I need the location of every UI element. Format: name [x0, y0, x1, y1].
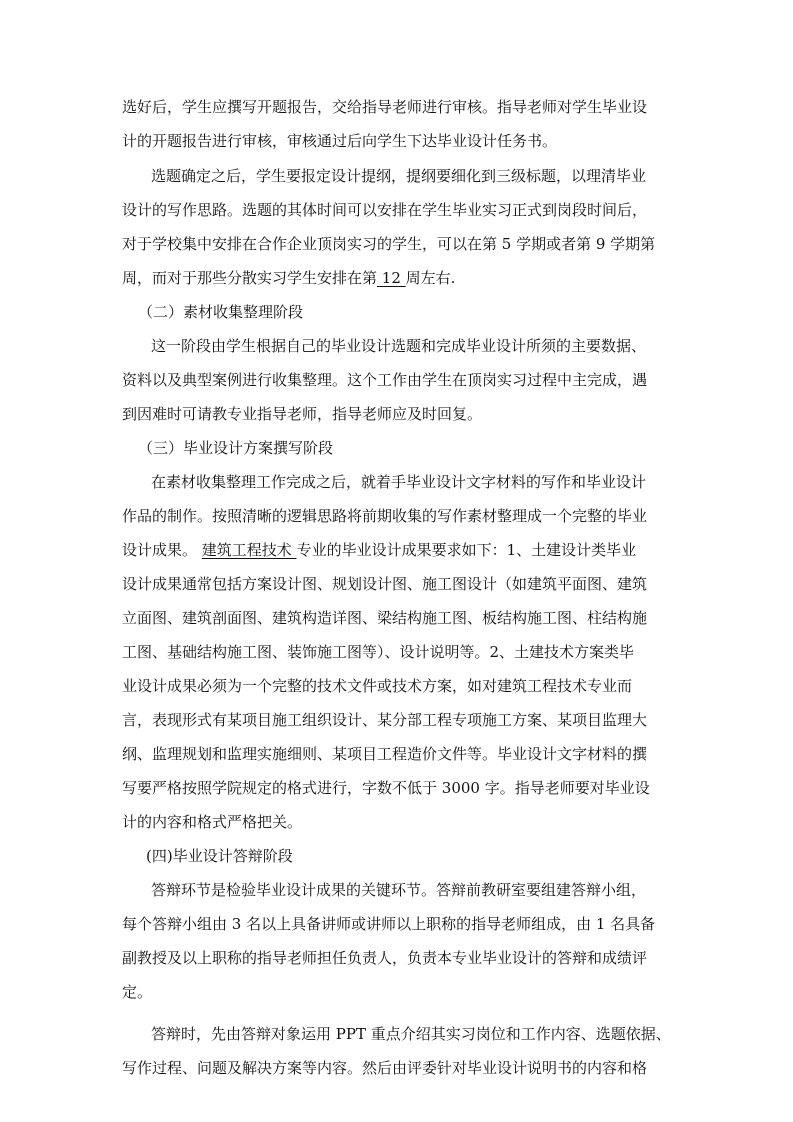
- line-text: 设计成果。: [122, 541, 202, 559]
- paragraph-line: 纲、监理规划和监理实施细则、某项目工程造价文件等。毕业设计文字材料的撰: [122, 745, 648, 763]
- section-heading: （三）毕业设计方案撰写阶段: [138, 439, 334, 457]
- paragraph-line: 业设计成果必须为一个完整的技术文件或技术方案，如对建筑工程技术专业而: [122, 677, 633, 695]
- underlined-major-name: 建筑工程技术: [201, 541, 297, 559]
- paragraph-line: 答辩环节是检验毕业设计成果的关键环节。答辩前教研室要组建答辩小组，: [151, 881, 647, 899]
- paragraph-line: 答辩时，先由答辩对象运用 PPT 重点介绍其实习岗位和工作内容、选题依据、: [151, 1025, 671, 1043]
- section-heading: (四)毕业设计答辩阶段: [146, 847, 293, 865]
- paragraph-line: 设计成果通常包括方案设计图、规划设计图、施工图设计（如建筑平面图、建筑: [122, 575, 648, 593]
- paragraph-line: 每个答辩小组由 3 名以上具备讲师或讲师以上职称的指导老师组成，由 1 名具备: [122, 915, 656, 933]
- line-text: 专业的毕业设计成果要求如下：1、土建设计类毕业: [296, 541, 637, 559]
- paragraph-line: 在素材收集整理工作完成之后，就着手毕业设计文字材料的写作和毕业设计: [151, 473, 647, 491]
- paragraph-line: 到因难时可请教专业指导老师，指导老师应及时回复。: [122, 405, 483, 423]
- paragraph-line: 对于学校集中安排在合作企业顶岗实习的学生，可以在第 5 学期或者第 9 学期第: [122, 235, 656, 253]
- paragraph-line: 这一阶段由学生根据自己的毕业设计选题和完成毕业设计所须的主要数据、: [151, 337, 647, 355]
- paragraph-line: 选好后，学生应撰写开题报告，交给指导老师进行审核。指导老师对学生毕业设: [122, 98, 648, 116]
- underlined-week-number: 12: [377, 269, 406, 287]
- paragraph-line: 选题确定之后，学生要报定设计提纲，提纲要细化到三级标题，以理清毕业: [151, 167, 647, 185]
- paragraph-line: 写作过程、问题及解决方案等内容。然后由评委针对毕业设计说明书的内容和格: [122, 1059, 648, 1077]
- paragraph-line: 工图、基础结构施工图、装饰施工图等）、设计说明等。2、土建技术方案类毕: [122, 643, 635, 661]
- paragraph-line: 资料以及典型案例进行收集整理。这个工作由学生在顶岗实习过程中主完成，遇: [122, 371, 648, 389]
- paragraph-line: 言，表现形式有某项目施工组织设计、某分部工程专项施工方案、某项目监理大: [122, 711, 648, 729]
- paragraph-line: [0, 268, 793, 288]
- paragraph-line: 定。: [122, 983, 153, 1001]
- paragraph-line: 设计的写作思路。选题的其体时间可以安排在学生毕业实习正式到岗段时间后，: [122, 201, 648, 219]
- paragraph-line: [0, 540, 793, 560]
- line-text: 周，而对于那些分散实习学生安排在第: [122, 269, 378, 287]
- section-heading: （二）素材收集整理阶段: [138, 303, 304, 321]
- paragraph-line: 写要严格按照学院规定的格式进行，字数不低于 3000 字。指导老师要对毕业设: [122, 779, 650, 797]
- paragraph-line: 计的内容和格式严格把关。: [122, 813, 303, 831]
- paragraph-line: 作品的制作。按照清晰的逻辑思路将前期收集的写作素材整理成一个完整的毕业: [122, 507, 648, 525]
- paragraph-line: 副教授及以上职称的指导老师担任负责人，负责本专业毕业设计的答辩和成绩评: [122, 949, 648, 967]
- paragraph-line: 立面图、建筑剖面图、建筑构造详图、梁结构施工图、板结构施工图、柱结构施: [122, 609, 648, 627]
- paragraph-line: 计的开题报告进行审核，审核通过后向学生下达毕业设计任务书。: [122, 132, 558, 150]
- line-text: 周左右.: [405, 269, 456, 287]
